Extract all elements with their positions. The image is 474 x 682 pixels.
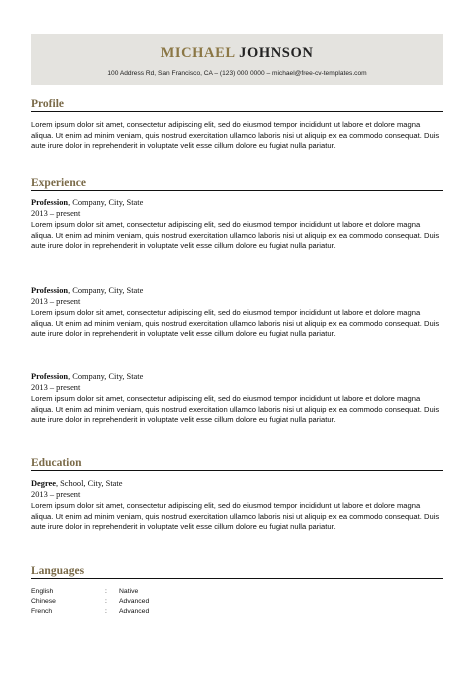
education-heading: Education — [31, 457, 443, 471]
experience-entry-3-dates: 2013 – present — [31, 383, 81, 392]
experience-entry-3-text: Lorem ipsum dolor sit amet, consectetur adipiscing elit, sed do eiusmod tempor incididunt ut labore et dolore magna aliqua. Ut enim ad minim veniam, quis nostrud exercitation ullamco laboris nisi ut aliquip ex ea commodo consequat. Duis aute irure dolor in reprehenderit in voluptate velit esse cillum dolore eu fugiat nulla pariatur. — [31, 394, 440, 425]
profile-heading: Profile — [31, 98, 443, 112]
language-name: Chinese — [31, 598, 56, 605]
experience-entry-1-title — [31, 197, 443, 208]
first-name: MICHAEL — [160, 45, 235, 61]
language-row — [31, 607, 149, 617]
language-separator: : — [105, 608, 107, 615]
experience-entry-2-dates: 2013 – present — [31, 297, 81, 306]
language-name: English — [31, 588, 54, 595]
last-name: JOHNSON — [239, 45, 314, 61]
experience-entry-1-dates: 2013 – present — [31, 209, 81, 218]
language-level: Native — [119, 588, 139, 595]
contact-line: 100 Address Rd, San Francisco, CA – (123) 000 0000 – michael@free-cv-templates.com — [107, 70, 367, 77]
experience-place: , Company, City, State — [68, 372, 144, 381]
experience-place: , Company, City, State — [68, 286, 144, 295]
experience-entry-2-text: Lorem ipsum dolor sit amet, consectetur adipiscing elit, sed do eiusmod tempor incididunt ut labore et dolore magna aliqua. Ut enim ad minim veniam, quis nostrud exercitation ullamco laboris nisi ut aliquip ex ea commodo consequat. Duis aute irure dolor in reprehenderit in voluptate velit esse cillum dolore eu fugiat nulla pariatur. — [31, 308, 440, 339]
language-row — [31, 597, 149, 607]
language-name: French — [31, 608, 53, 615]
education-entry-1-text: Lorem ipsum dolor sit amet, consectetur adipiscing elit, sed do eiusmod tempor incididunt ut labore et dolore magna aliqua. Ut enim ad minim veniam, quis nostrud exercitation ullamco laboris nisi ut aliquip ex ea commodo consequat. Duis aute irure dolor in reprehenderit in voluptate velit esse cillum dolore eu fugiat nulla pariatur. — [31, 501, 440, 532]
language-level: Advanced — [119, 608, 150, 615]
language-separator: : — [105, 598, 107, 605]
languages-heading: Languages — [31, 565, 443, 579]
experience-entry-1-text: Lorem ipsum dolor sit amet, consectetur adipiscing elit, sed do eiusmod tempor incididunt ut labore et dolore magna aliqua. Ut enim ad minim veniam, quis nostrud exercitation ullamco laboris nisi ut aliquip ex ea commodo consequat. Duis aute irure dolor in reprehenderit in voluptate velit esse cillum dolore eu fugiat nulla pariatur. — [31, 220, 440, 251]
language-row — [31, 587, 149, 597]
education-entry-1-dates: 2013 – present — [31, 490, 81, 499]
languages-table — [31, 587, 149, 617]
experience-role: Profession — [31, 372, 69, 381]
language-level: Advanced — [119, 598, 150, 605]
profile-text: Lorem ipsum dolor sit amet, consectetur adipiscing elit, sed do eiusmod tempor incididunt ut labore et dolore magna aliqua. Ut enim ad minim veniam, quis nostrud exercitation ullamco laboris nisi ut aliquip ex ea commodo consequat. Duis aute irure dolor in reprehenderit in voluptate velit esse cillum dolore eu fugiat nulla pariatur. — [31, 120, 440, 151]
experience-entry-2-title — [31, 285, 443, 296]
experience-role: Profession — [31, 198, 69, 207]
education-entry-1-title — [31, 478, 443, 489]
header-banner — [31, 34, 443, 85]
candidate-name — [31, 45, 443, 62]
experience-heading: Experience — [31, 177, 443, 191]
education-place: , School, City, State — [55, 479, 123, 488]
experience-entry-3-title — [31, 371, 443, 382]
education-degree: Degree — [31, 479, 56, 488]
experience-place: , Company, City, State — [68, 198, 144, 207]
experience-role: Profession — [31, 286, 69, 295]
language-separator: : — [105, 588, 107, 595]
